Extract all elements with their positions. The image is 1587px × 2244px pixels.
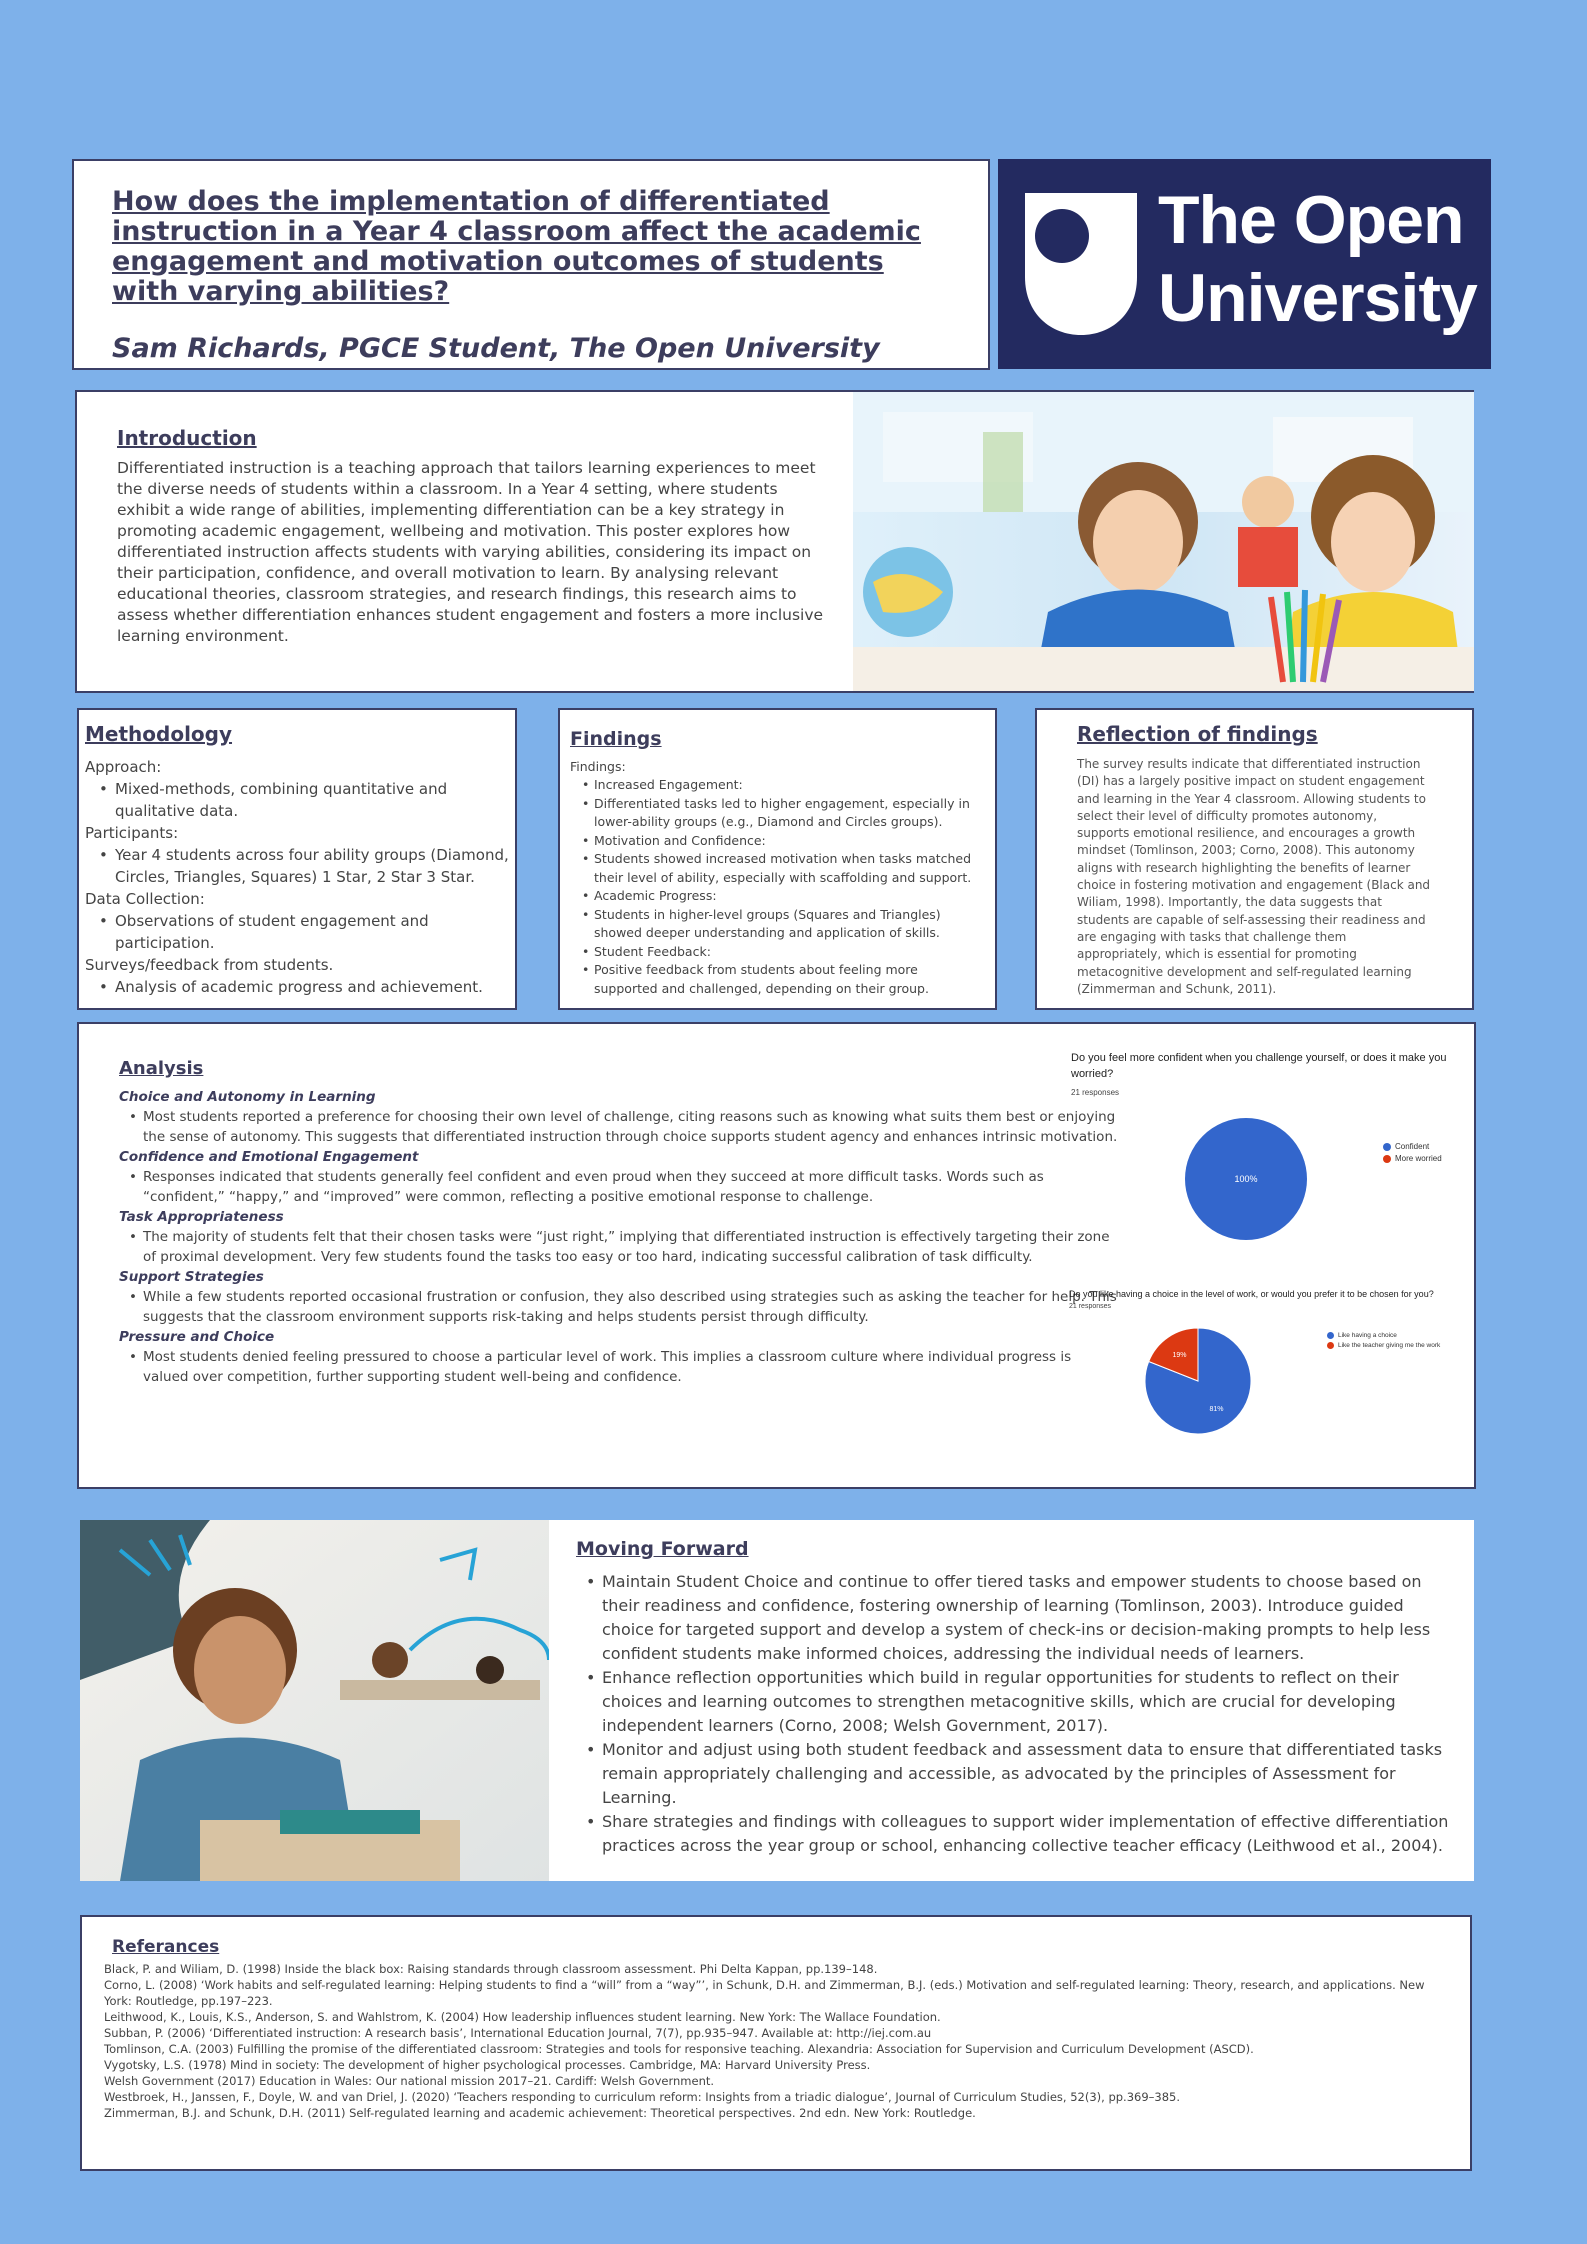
reference-entry: Westbroek, H., Janssen, F., Doyle, W. and van Driel, J. (2020) ‘Teachers responding to curriculum reform: Insights from a triadic dialogue’, Journal of Curriculum Studies, 52(3), pp.369–385. xyxy=(104,2090,1181,2104)
reflection-body: The survey results indicate that differentiated instruction (DI) has a largely positive impact on student engagement and learning in the Year 4 classroom. Allowing students to select their level of difficulty promotes autonomy, supports emotional resilience, and encourages a growth mindset (Tomlinson, 2003; Corno, 2008). This autonomy aligns with research highlighting the benefits of learner choice in fostering motivation and engagement (Black and Wiliam, 1998). Importantly, the data suggests that students are capable of self-assessing their readiness and are engaging with tasks that challenge them appropriately, which is essential for promoting metacognitive development and self-regulated learning (Zimmerman and Schunk, 2011). xyxy=(1077,757,1431,996)
chart-title: Do you feel more confident when you challenge yourself, or does it make you worried? xyxy=(1071,1052,1447,1080)
findings-item: • Student Feedback: xyxy=(580,943,985,962)
findings-item: • Motivation and Confidence: xyxy=(580,832,985,851)
chart-responses: 21 responses xyxy=(1071,1088,1120,1097)
reference-entry: Welsh Government (2017) Education in Wales: Our national mission 2017–21. Cardiff: Welsh Government. xyxy=(104,2074,715,2088)
classroom-girls-photo xyxy=(853,392,1474,691)
legend-entry xyxy=(1383,1154,1442,1163)
logo-wordmark xyxy=(1158,181,1477,337)
legend-swatch xyxy=(1327,1332,1334,1339)
legend-label: Like the teacher giving me the work xyxy=(1338,1342,1441,1349)
analysis-subheading: Choice and Autonomy in Learning xyxy=(119,1089,376,1105)
confidence-pie-chart xyxy=(1071,1050,1471,1260)
legend-swatch xyxy=(1327,1342,1334,1349)
analysis-subheading: Support Strategies xyxy=(119,1269,264,1285)
pie-svg xyxy=(1143,1326,1253,1436)
analysis-point: • Most students denied feeling pressured to choose a particular level of work. This implies a classroom culture where individual progress is valued over competition, further supporting student well-being and confidence. xyxy=(119,1347,1119,1387)
legend-entry xyxy=(1327,1342,1440,1349)
chart-responses: 21 responses xyxy=(1069,1303,1112,1310)
reflection-heading: Reflection of findings xyxy=(1077,722,1318,746)
legend-label: Like having a choice xyxy=(1338,1332,1397,1339)
participants-item: • Year 4 students across four ability groups (Diamond, Circles, Triangles, Squares) 1 Star, 2 Star 3 Star. xyxy=(95,844,509,888)
moving-forward-heading: Moving Forward xyxy=(576,1538,749,1560)
reference-entry: Corno, L. (2008) ‘Work habits and self-regulated learning: Helping students to find a “will” from a “way”’, in Schunk, D.H. and Zimmerman, B.J. (eds.) Motivation and self-regulated learning: Theory, research, and applications. New York: Routledge, pp.197–223. xyxy=(104,1978,1425,2008)
reference-entry: Subban, P. (2006) ‘Differentiated instruction: A research basis’, International Education Journal, 7(7), pp.935–947. Available at: http://iej.com.au xyxy=(104,2026,932,2040)
surveys-label: Surveys/feedback from students. xyxy=(85,956,334,974)
legend-swatch xyxy=(1383,1143,1391,1151)
findings-item: • Students showed increased motivation when tasks matched their level of ability, especially with scaffolding and support. xyxy=(580,850,985,887)
introduction-panel xyxy=(75,390,1474,693)
legend-label: More worried xyxy=(1395,1154,1442,1163)
analysis-heading: Analysis xyxy=(119,1058,204,1079)
ou-shield-icon xyxy=(1019,189,1143,339)
analysis-subheading: Task Appropriateness xyxy=(119,1209,284,1225)
chart-legend xyxy=(1383,1142,1442,1163)
forward-item: • Enhance reflection opportunities which build in regular opportunities for students to reflect on their choices and learning outcomes to strengthen metacognitive skills, which are crucial for developing independent learners (Corno, 2008; Welsh Government, 2017). xyxy=(576,1666,1456,1738)
analysis-subheading: Pressure and Choice xyxy=(119,1329,275,1345)
analysis-subheading: Confidence and Emotional Engagement xyxy=(119,1149,419,1165)
approach-label: Approach: xyxy=(85,758,162,776)
collection-label: Data Collection: xyxy=(85,890,205,908)
methodology-heading: Methodology xyxy=(85,722,233,746)
pie-slice-label: 81% xyxy=(1209,1406,1224,1414)
open-university-logo xyxy=(998,159,1491,369)
analysis-panel xyxy=(77,1022,1476,1489)
title-panel xyxy=(72,159,990,370)
pie-svg xyxy=(1181,1114,1311,1244)
choice-pie-chart xyxy=(1069,1288,1469,1448)
findings-item: • Increased Engagement: xyxy=(580,776,985,795)
analysis-item: • Analysis of academic progress and achievement. xyxy=(95,976,509,998)
participants-label: Participants: xyxy=(85,824,179,842)
reference-entry: Black, P. and Wiliam, D. (1998) Inside the black box: Raising standards through classroom assessment. Phi Delta Kappan, pp.139–148. xyxy=(104,1962,878,1976)
findings-heading: Findings xyxy=(570,728,662,750)
introduction-heading: Introduction xyxy=(117,426,257,450)
findings-item: • Differentiated tasks led to higher engagement, especially in lower-ability groups (e.g., Diamond and Circles groups). xyxy=(580,795,985,832)
references-panel xyxy=(80,1915,1472,2171)
chart-legend xyxy=(1327,1332,1440,1349)
reference-entry: Leithwood, K., Louis, K.S., Anderson, S. and Wahlstrom, K. (2004) How leadership influences student learning. New York: The Wallace Foundation. xyxy=(104,2010,941,2024)
findings-label: Findings: xyxy=(570,759,626,774)
smiling-boy-photo xyxy=(80,1520,549,1881)
reflection-panel xyxy=(1035,708,1474,1010)
legend-entry xyxy=(1327,1332,1440,1339)
introduction-body: Differentiated instruction is a teaching approach that tailors learning experiences to meet the diverse needs of students within a classroom. In a Year 4 setting, where students exhibit a wide range of abilities, implementing differentiation can be a key strategy in promoting academic engagement, wellbeing and motivation. This poster explores how differentiated instruction affects students with varying abilities, considering its impact on their participation, confidence, and overall motivation to learn. By analysing relevant educational theories, classroom strategies, and research findings, this research aims to assess whether differentiation enhances student engagement and fosters a more inclusive learning environment. xyxy=(117,459,824,645)
reference-entry: Vygotsky, L.S. (1978) Mind in society: The development of higher psychological processes. Cambridge, MA: Harvard University Press. xyxy=(104,2058,871,2072)
legend-entry xyxy=(1383,1142,1442,1151)
logo-line-2: University xyxy=(1158,260,1477,336)
moving-forward-panel xyxy=(80,1520,1474,1881)
pie-slice-label: 100% xyxy=(1234,1174,1258,1184)
forward-item: • Maintain Student Choice and continue to offer tiered tasks and empower students to choose based on their readiness and confidence, fostering ownership of learning (Tomlinson, 2003). Introduce guided choice for targeted support and develop a system of check-ins or decision-making prompts to help less confident students make informed choices, addressing the individual needs of learners. xyxy=(576,1570,1456,1666)
findings-item: • Positive feedback from students about feeling more supported and challenged, depending on their group. xyxy=(580,961,985,998)
approach-item: • Mixed-methods, combining quantitative and qualitative data. xyxy=(95,778,509,822)
findings-panel xyxy=(558,708,997,1010)
pie-slice-label: 19% xyxy=(1172,1351,1187,1359)
poster-title: How does the implementation of differentiated instruction in a Year 4 classroom affect the academic engagement and motivation outcomes of students with varying abilities? xyxy=(112,186,921,307)
legend-swatch xyxy=(1383,1155,1391,1163)
references-heading: Referances xyxy=(112,1937,220,1957)
chart-title: Do you like having a choice in the level of work, or would you prefer it to be chosen for you? xyxy=(1069,1289,1434,1299)
legend-label: Confident xyxy=(1395,1142,1430,1151)
analysis-point: • The majority of students felt that their chosen tasks were “just right,” implying that differentiated instruction is effectively targeting their zone of proximal development. Very few students found the tasks too easy or too hard, indicating successful calibration of task difficulty. xyxy=(119,1227,1119,1267)
analysis-point: • Most students reported a preference for choosing their own level of challenge, citing reasons such as knowing what suits them best or enjoying the sense of autonomy. This suggests that differentiated instruction through choice supports student agency and enhances intrinsic motivation. xyxy=(119,1107,1119,1147)
author-line: Sam Richards, PGCE Student, The Open University xyxy=(112,333,880,364)
analysis-point: • Responses indicated that students generally feel confident and even proud when they succeed at more difficult tasks. Words such as “confident,” “happy,” and “improved” were common, reflecting a positive emotional response to challenge. xyxy=(119,1167,1119,1207)
reference-entry: Zimmerman, B.J. and Schunk, D.H. (2011) Self-regulated learning and academic achievement: Theoretical perspectives. 2nd edn. New York: Routledge. xyxy=(104,2106,976,2120)
findings-item: • Students in higher-level groups (Squares and Triangles) showed deeper understanding and application of skills. xyxy=(580,906,985,943)
reference-entry: Tomlinson, C.A. (2003) Fulfilling the promise of the differentiated classroom: Strategies and tools for responsive teaching. Alexandria: Association for Supervision and Curriculum Development (ASCD). xyxy=(104,2042,1254,2056)
forward-item: • Share strategies and findings with colleagues to support wider implementation of effective differentiation practices across the year group or school, enhancing collective teacher efficacy (Leithwood et al., 2004). xyxy=(576,1810,1456,1858)
methodology-panel xyxy=(77,708,517,1010)
findings-item: • Academic Progress: xyxy=(580,887,985,906)
collection-item: • Observations of student engagement and participation. xyxy=(95,910,509,954)
forward-item: • Monitor and adjust using both student feedback and assessment data to ensure that differentiated tasks remain appropriately challenging and accessible, as advocated by the principles of Assessment for Learning. xyxy=(576,1738,1456,1810)
logo-line-1: The Open xyxy=(1158,182,1464,258)
analysis-point: • While a few students reported occasional frustration or confusion, they also described using strategies such as asking the teacher for help. This suggests that the classroom environment supports risk-taking and helps students persist through difficulty. xyxy=(119,1287,1119,1327)
